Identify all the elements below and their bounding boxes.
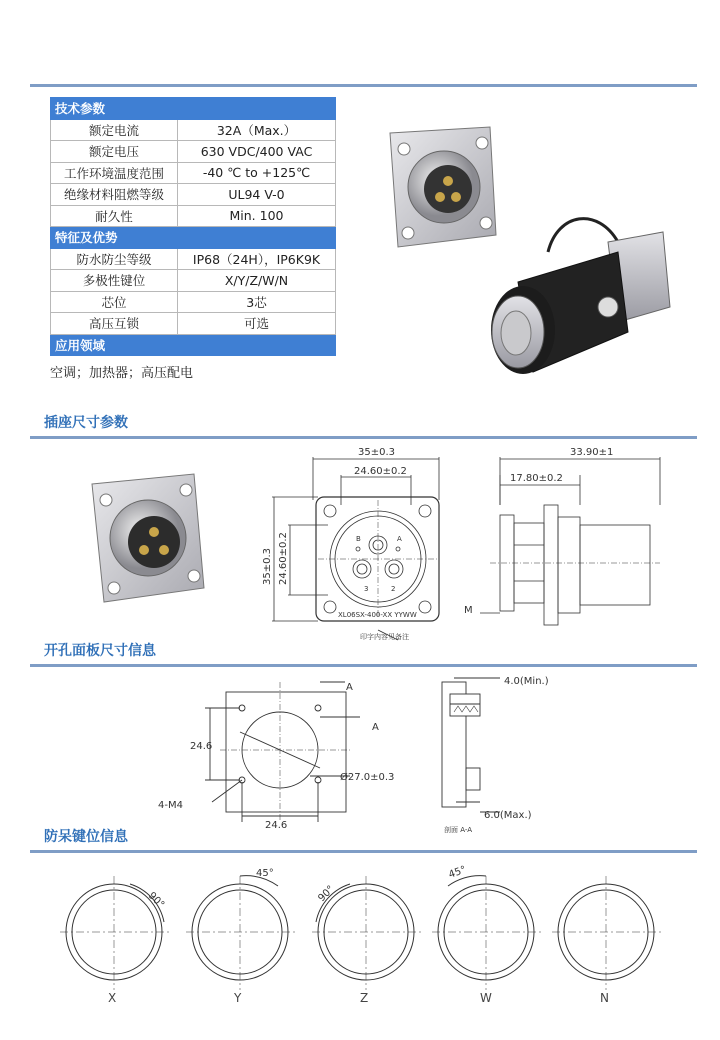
pin-3-label: 3 [364, 585, 369, 593]
pin-a-label: A [397, 535, 402, 543]
dim-panel-height: 24.6 [190, 741, 213, 752]
row-value: Min. 100 [178, 205, 336, 227]
key-label-w: W [480, 991, 492, 1005]
section-mark-top: A [346, 682, 353, 693]
key-angle-w: 45° [447, 864, 468, 881]
section-rule [30, 664, 697, 667]
row-value: 32A（Max.） [178, 119, 336, 141]
dim-max-thickness: 6.0(Max.) [484, 810, 532, 821]
application-header: 应用领域 [51, 334, 336, 356]
row-label: 多极性键位 [51, 270, 178, 292]
dim-side-flange: 17.80±0.2 [510, 473, 563, 484]
dim-diameter: Ø27.0±0.3 [340, 772, 395, 783]
dim-min-thickness: 4.0(Min.) [504, 676, 549, 687]
key-angle-z: 90° [316, 883, 337, 905]
section-rule [30, 850, 697, 853]
application-text: 空调；加热器；高压配电 [50, 366, 194, 381]
row-label: 工作环境温度范围 [51, 162, 178, 184]
row-value: X/Y/Z/W/N [178, 270, 336, 292]
section-view-label: 剖面 A-A [444, 826, 473, 834]
key-label-y: Y [234, 991, 242, 1005]
features-header: 特征及优势 [51, 227, 336, 249]
socket-side-drawing [460, 445, 670, 635]
row-value: 可选 [178, 313, 336, 335]
row-label: 额定电流 [51, 119, 178, 141]
top-rule [30, 84, 697, 87]
dim-panel-width: 24.6 [265, 820, 288, 831]
dim-width-inner: 24.60±0.2 [354, 466, 407, 477]
row-value: UL94 V-0 [178, 184, 336, 206]
marking-note: 印字内容见备注 [360, 633, 409, 641]
dim-width-outer: 35±0.3 [358, 447, 396, 458]
socket-front-drawing [258, 445, 458, 650]
row-value: IP68（24H），IP6K9K [178, 248, 336, 270]
key-diagram-n [552, 862, 672, 1010]
keying-title: 防呆键位信息 [44, 829, 128, 845]
key-label-x: X [108, 991, 117, 1005]
row-label: 耐久性 [51, 205, 178, 227]
table-row [51, 162, 336, 184]
key-label-z: Z [360, 991, 369, 1005]
row-label: 额定电压 [51, 141, 178, 163]
row-label: 高压互锁 [51, 313, 178, 335]
side-m-label: M [464, 605, 473, 616]
key-diagram-z [312, 862, 432, 1010]
dim-height-inner: 24.60±0.2 [278, 532, 289, 585]
table-row [51, 291, 336, 313]
table-row [51, 119, 336, 141]
row-value: 630 VDC/400 VAC [178, 141, 336, 163]
row-value: 3芯 [178, 291, 336, 313]
section-mark-right: A [372, 722, 379, 733]
table-row [51, 313, 336, 335]
panel-cutout-drawing [150, 672, 420, 832]
pin-b-label: B [356, 535, 361, 543]
dim-holes: 4-M4 [158, 800, 183, 811]
row-label: 芯位 [51, 291, 178, 313]
table-row [51, 184, 336, 206]
tech-params-header: 技术参数 [51, 98, 336, 120]
row-label: 绝缘材料阻燃等级 [51, 184, 178, 206]
row-value: -40 ℃ to +125℃ [178, 162, 336, 184]
dim-side-total: 33.90±1 [570, 447, 614, 458]
plug-product-image [478, 212, 678, 382]
key-diagram-w [432, 862, 552, 1010]
row-label: 防水防尘等级 [51, 248, 178, 270]
spec-table [50, 97, 336, 356]
panel-cutout-title: 开孔面板尺寸信息 [44, 643, 156, 659]
table-row [51, 141, 336, 163]
key-diagram-x [60, 862, 180, 1010]
section-rule [30, 436, 697, 439]
socket-dims-title: 插座尺寸参数 [44, 415, 128, 431]
part-code-label: XL06SX-400-XX YYWW [338, 611, 417, 619]
dim-height-outer: 35±0.3 [262, 547, 273, 585]
key-diagram-y [186, 862, 306, 1010]
table-row [51, 205, 336, 227]
panel-section-drawing [420, 672, 570, 837]
pin-2-label: 2 [391, 585, 396, 593]
key-angle-x: 90° [145, 890, 167, 911]
table-row [51, 248, 336, 270]
table-row [51, 270, 336, 292]
key-label-n: N [600, 991, 609, 1005]
socket-product-image-small [82, 470, 212, 615]
key-angle-y: 45° [256, 868, 274, 879]
